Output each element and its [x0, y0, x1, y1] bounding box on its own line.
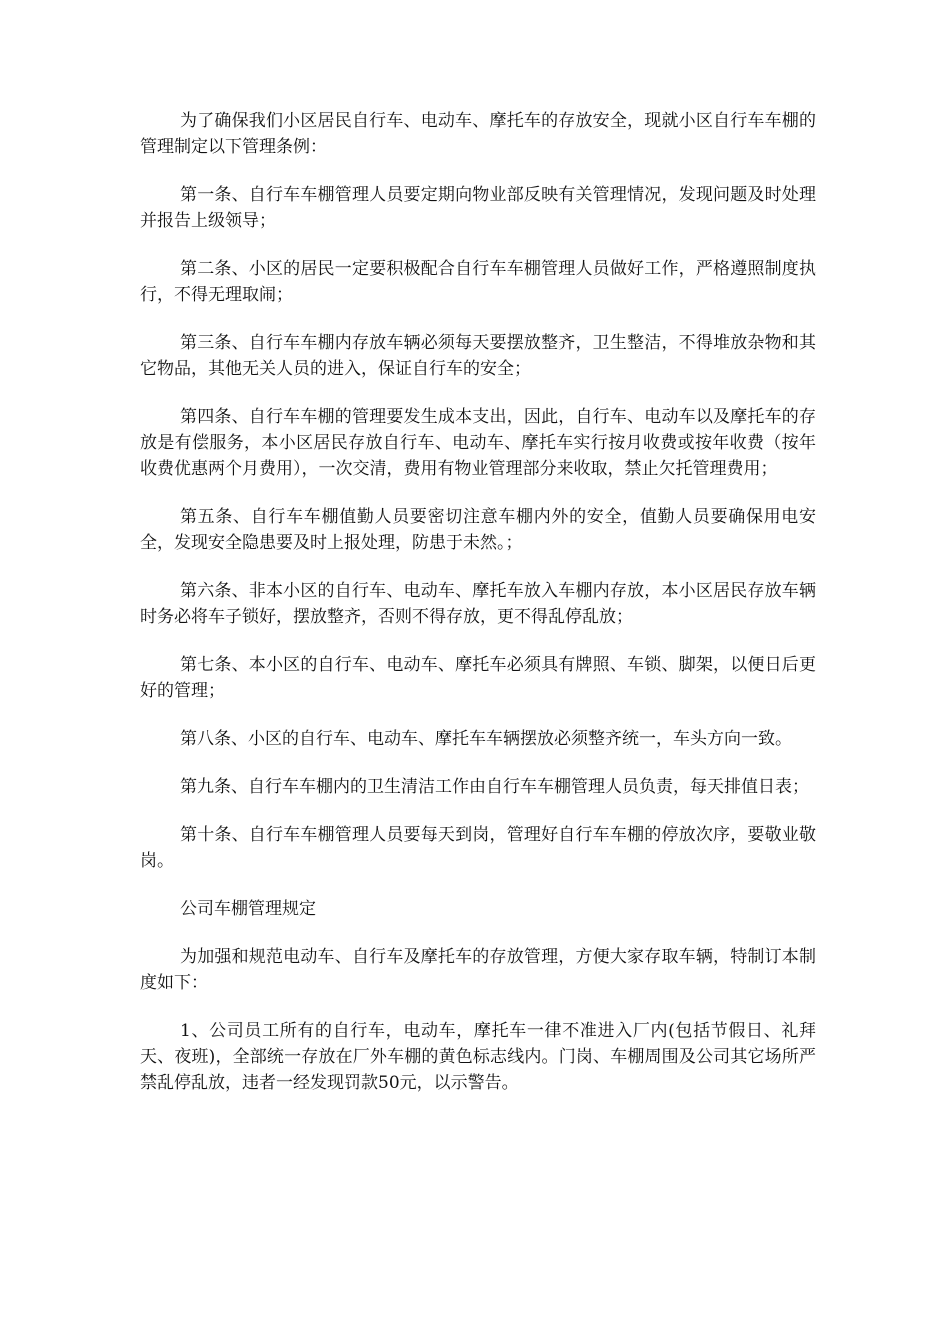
article-10-paragraph: 第十条、自行车车棚管理人员要每天到岗，管理好自行车车棚的停放次序，要敬业敬岗。: [140, 825, 816, 871]
intro-paragraph: 为了确保我们小区居民自行车、电动车、摩托车的存放安全，现就小区自行车车棚的管理制定以下管理条例：: [140, 111, 816, 157]
company-intro-paragraph: 为加强和规范电动车、自行车及摩托车的存放管理，方便大家存取车辆，特制订本制度如下：: [140, 947, 816, 993]
article-4-paragraph: 第四条、自行车车棚的管理要发生成本支出，因此，自行车、电动车以及摩托车的存放是有偿服务，本小区居民存放自行车、电动车、摩托车实行按月收费或按年收费（按年收费优惠两个月费用），一次交清，费用有物业管理部分来收取，禁止欠托管理费用；: [140, 407, 816, 479]
article-2-paragraph: 第二条、小区的居民一定要积极配合自行车车棚管理人员做好工作，严格遵照制度执行，不得无理取闹；: [140, 259, 816, 305]
article-6-paragraph: 第六条、非本小区的自行车、电动车、摩托车放入车棚内存放，本小区居民存放车辆时务必将车子锁好，摆放整齐，否则不得存放，更不得乱停乱放；: [140, 581, 816, 627]
article-1-paragraph: 第一条、自行车车棚管理人员要定期向物业部反映有关管理情况，发现问题及时处理并报告上级领导；: [140, 185, 816, 231]
section-heading: 公司车棚管理规定: [180, 899, 316, 919]
company-rule-1-paragraph: 1、公司员工所有的自行车，电动车，摩托车一律不准进入厂内(包括节假日、礼拜天、夜班)，全部统一存放在厂外车棚的黄色标志线内。门岗、车棚周围及公司其它场所严禁乱停乱放，违者一经发现罚款50元，以示警告。: [140, 1021, 816, 1093]
article-9-paragraph: 第九条、自行车车棚内的卫生清洁工作由自行车车棚管理人员负责，每天排值日表；: [180, 777, 809, 797]
article-8-paragraph: 第八条、小区的自行车、电动车、摩托车车辆摆放必须整齐统一，车头方向一致。: [180, 729, 792, 749]
article-3-paragraph: 第三条、自行车车棚内存放车辆必须每天要摆放整齐，卫生整洁，不得堆放杂物和其它物品，其他无关人员的进入，保证自行车的安全；: [140, 333, 816, 379]
article-5-paragraph: 第五条、自行车车棚值勤人员要密切注意车棚内外的安全，值勤人员要确保用电安全，发现安全隐患要及时上报处理，防患于未然。；: [140, 507, 816, 553]
article-7-paragraph: 第七条、本小区的自行车、电动车、摩托车必须具有牌照、车锁、脚架，以便日后更好的管理；: [140, 655, 816, 701]
document-body: [140, 108, 816, 1118]
